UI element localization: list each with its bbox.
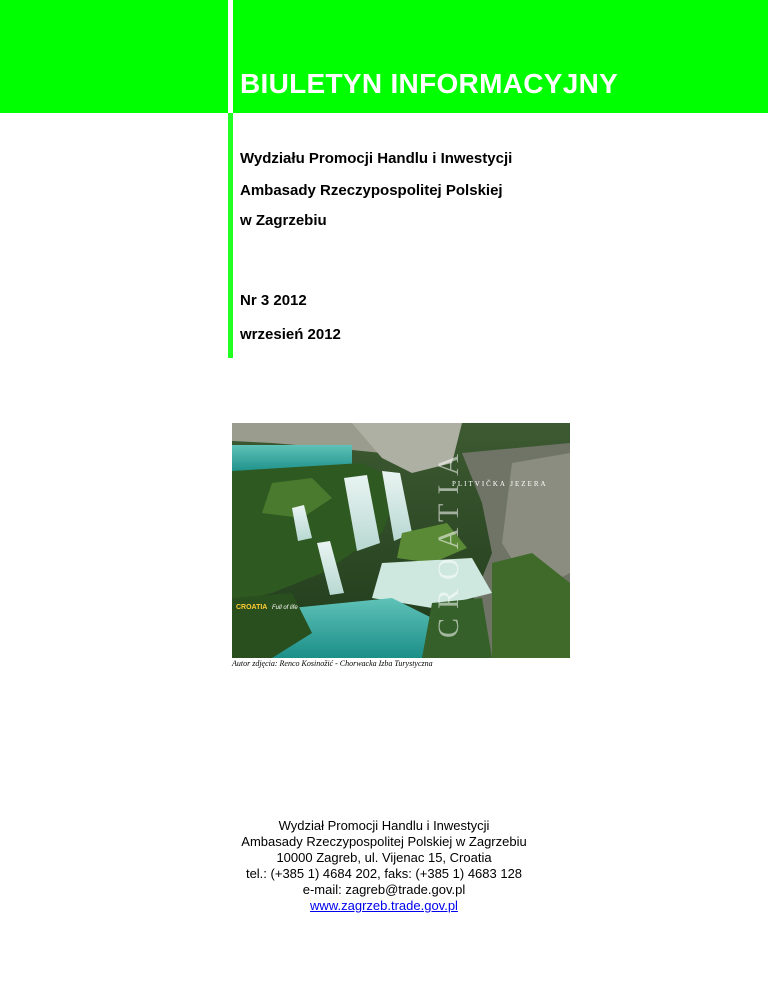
embassy-name: Ambasady Rzeczypospolitej Polskiej	[240, 182, 503, 199]
photo-caption: PLITVIČKA JEZERA	[452, 480, 548, 488]
croatia-logo-text: CROATIA	[236, 604, 268, 611]
issue-date: wrzesień 2012	[240, 326, 341, 343]
footer-contact	[184, 818, 584, 914]
cover-photo	[232, 423, 570, 658]
vertical-rule-gap	[228, 0, 233, 113]
embassy-city: w Zagrzebiu	[240, 212, 327, 229]
photo-credit: Autor zdjęcia: Renco Kosinožić - Chorwacka Izba Turystyczna	[232, 659, 433, 668]
footer-department: Wydział Promocji Handlu i Inwestycji	[278, 818, 490, 833]
croatia-logo-tagline: Full of life	[272, 605, 298, 611]
website-link[interactable]: www.zagrzeb.trade.gov.pl	[310, 898, 458, 913]
page-title: BIULETYN INFORMACYJNY	[240, 68, 619, 99]
department-name: Wydziału Promocji Handlu i Inwestycji	[240, 150, 513, 167]
waterfall-landscape-image	[232, 423, 570, 658]
footer-phone: tel.: (+385 1) 4684 202, faks: (+385 1) 4683 128	[245, 866, 523, 881]
footer-email: e-mail: zagreb@trade.gov.pl	[302, 882, 466, 897]
footer-address: 10000 Zagreb, ul. Vijenac 15, Croatia	[276, 850, 492, 865]
croatia-vertical-text: CROATIA	[432, 444, 465, 638]
issue-number: Nr 3 2012	[240, 292, 307, 309]
footer-embassy: Ambasady Rzeczypospolitej Polskiej w Zagrzebiu	[241, 834, 527, 849]
